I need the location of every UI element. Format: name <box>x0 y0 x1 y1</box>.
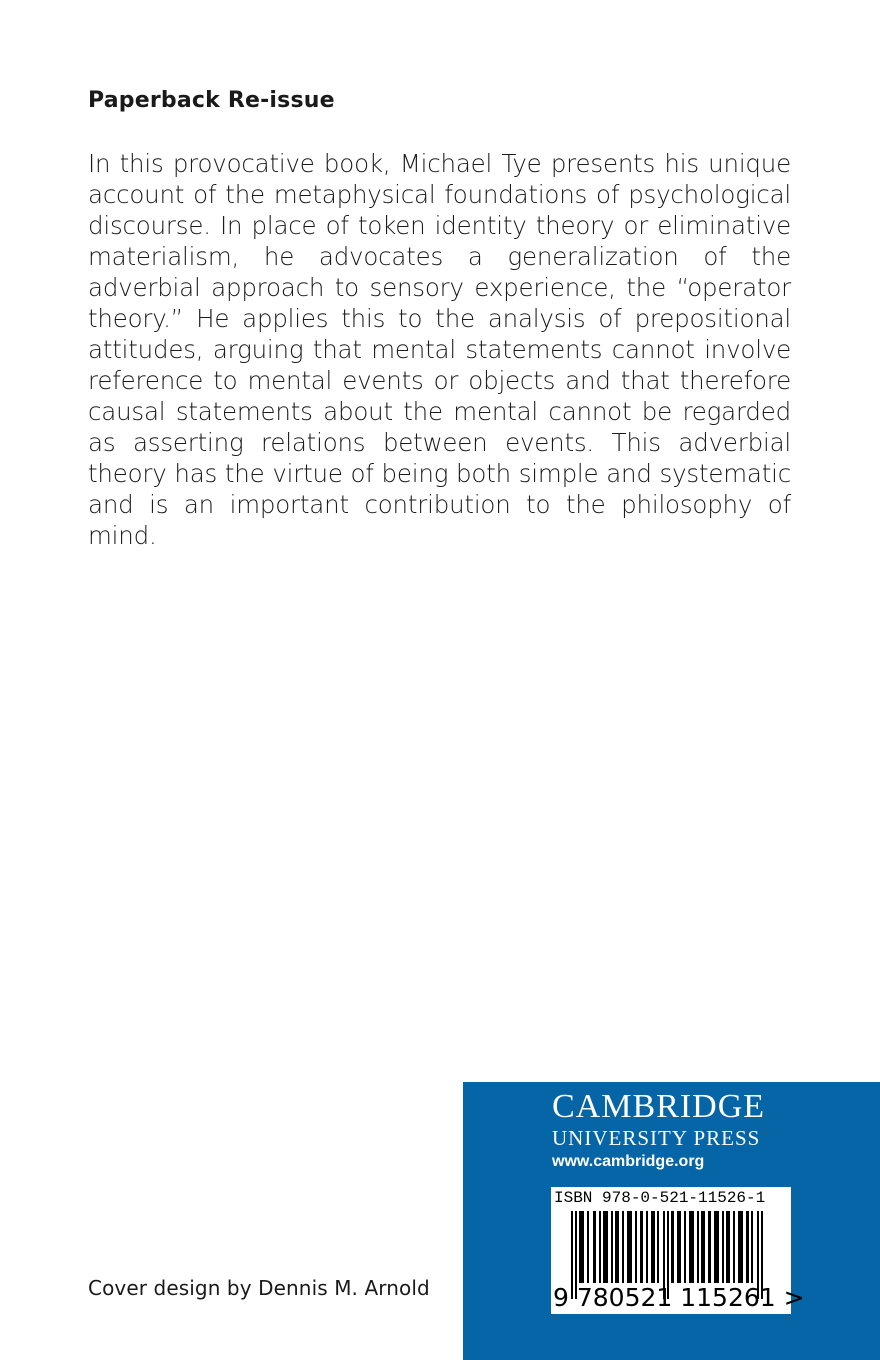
publisher-panel <box>463 1082 880 1360</box>
book-description: In this provocative book, Michael Tye presents his unique account of the metaphysical foundations of psychological discourse. In place of token identity theory or eliminative materialism, he advocates a generalization of the adverbial approach to sensory experience, the “operator theory.” He applies this to the analysis of prepositional attitudes, arguing that mental statements cannot involve reference to mental events or objects and that therefore causal statements about the mental cannot be regarded as asserting relations between events. This adverbial theory has the virtue of being both simple and systematic and is an important contribution to the philosophy of mind. <box>88 149 791 550</box>
ean-digits: 9 780521 115261 > <box>553 1283 805 1312</box>
publisher-logo <box>552 1088 765 1150</box>
isbn-label: ISBN 978-0-521-11526-1 <box>554 1189 766 1207</box>
publisher-name-line2: UNIVERSITY PRESS <box>552 1126 761 1150</box>
section-heading: Paperback Re-issue <box>88 88 335 113</box>
cover-credit: Cover design by Dennis M. Arnold <box>88 1276 430 1300</box>
publisher-url: www.cambridge.org <box>552 1153 705 1170</box>
isbn-barcode <box>551 1187 805 1314</box>
publisher-name-line1: CAMBRIDGE <box>552 1088 766 1125</box>
